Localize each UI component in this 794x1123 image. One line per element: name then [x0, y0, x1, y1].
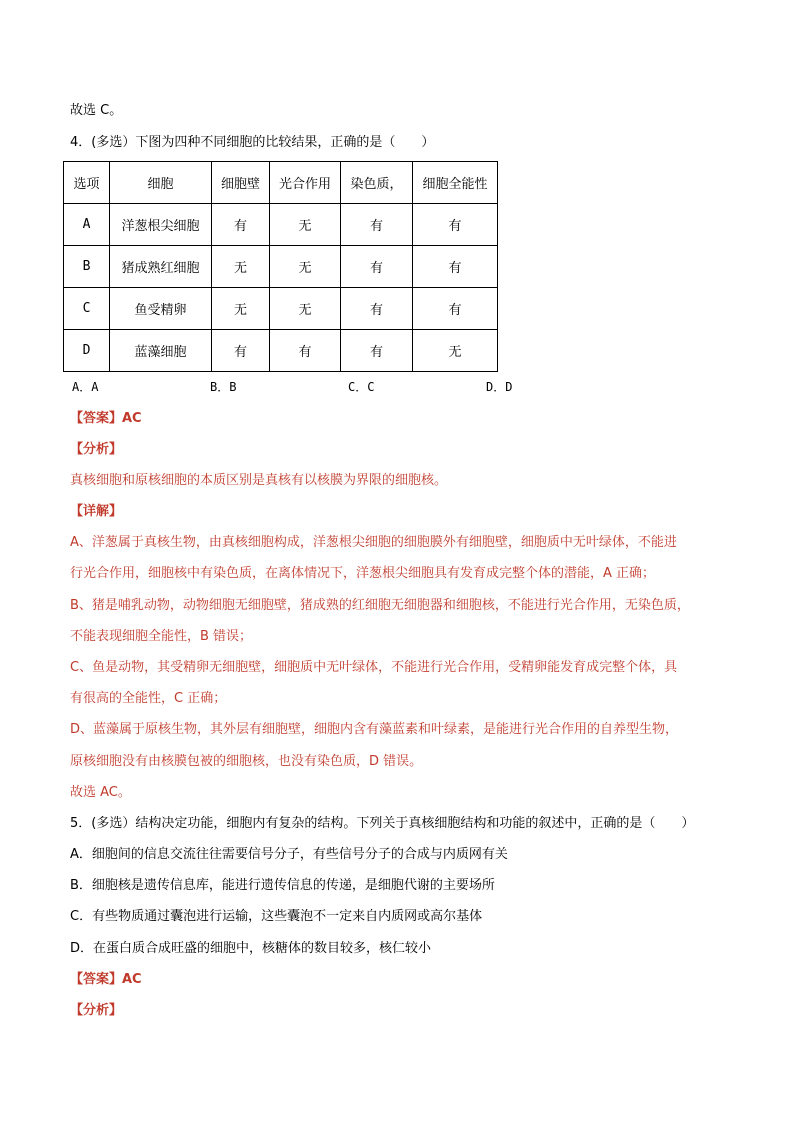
detail-line: 有很高的全能性，C 正确；: [70, 691, 227, 706]
table-header-cell: 选项: [64, 162, 110, 204]
table-cell: 有: [212, 330, 270, 372]
table-cell: 无: [413, 330, 498, 372]
q5-option-c: C．有些物质通过囊泡进行运输，这些囊泡不一定来自内质网或高尔基体: [70, 909, 483, 924]
option-b: B．B: [210, 380, 237, 394]
answer-label: 【答案】AC: [70, 411, 142, 426]
table-cell: 猪成熟红细胞: [110, 246, 212, 288]
previous-conclusion: 故选 C。: [70, 103, 123, 118]
table-header-cell: 染色质，: [341, 162, 413, 204]
detail-line: A、洋葱属于真核生物，由真核细胞构成，洋葱根尖细胞的细胞膜外有细胞壁，细胞质中无叶绿体，不能进: [70, 535, 677, 550]
question-4-stem: 4．(多选）下图为四种不同细胞的比较结果，正确的是（ ）: [70, 135, 435, 150]
table-cell: 有: [413, 246, 498, 288]
table-cell: 无: [270, 288, 341, 330]
table-cell: 有: [212, 204, 270, 246]
analysis-text: 真核细胞和原核细胞的本质区别是真核有以核膜为界限的细胞核。: [70, 473, 448, 488]
table-cell: 无: [270, 246, 341, 288]
q5-analysis-label: 【分析】: [70, 1003, 123, 1018]
table-cell: 鱼受精卵: [110, 288, 212, 330]
table-cell: 有: [341, 330, 413, 372]
table-cell: 有: [270, 330, 341, 372]
table-cell: 无: [212, 288, 270, 330]
table-cell: D: [64, 330, 110, 372]
table-cell: 有: [413, 288, 498, 330]
option-d: D．D: [486, 380, 513, 394]
analysis-label: 【分析】: [70, 442, 123, 457]
q5-option-d: D．在蛋白质合成旺盛的细胞中，核糖体的数目较多，核仁较小: [70, 941, 432, 956]
table-row: [64, 330, 498, 372]
table-row: [64, 288, 498, 330]
table-cell: C: [64, 288, 110, 330]
q5-option-b: B．细胞核是遗传信息库，能进行遗传信息的传递，是细胞代谢的主要场所: [70, 878, 495, 893]
table-header-cell: 光合作用: [270, 162, 341, 204]
table-row: [64, 246, 498, 288]
conclusion: 故选 AC。: [70, 785, 131, 800]
table-row: [64, 204, 498, 246]
detail-line: B、猪是哺乳动物，动物细胞无细胞壁，猪成熟的红细胞无细胞器和细胞核，不能进行光合作用，无染色质，: [70, 598, 690, 613]
table-cell: 蓝藻细胞: [110, 330, 212, 372]
table-cell: A: [64, 204, 110, 246]
table-cell: 有: [341, 288, 413, 330]
detail-line: 原核细胞没有由核膜包被的细胞核，也没有染色质，D 错误。: [70, 754, 423, 769]
table-cell: 有: [341, 204, 413, 246]
table-cell: 有: [341, 246, 413, 288]
table-header-cell: 细胞壁: [212, 162, 270, 204]
q5-option-a: A．细胞间的信息交流往往需要信号分子，有些信号分子的合成与内质网有关: [70, 847, 508, 862]
detail-label: 【详解】: [70, 504, 123, 519]
option-c: C．C: [348, 380, 375, 394]
table-cell: 洋葱根尖细胞: [110, 204, 212, 246]
table-header-cell: 细胞: [110, 162, 212, 204]
table-cell: B: [64, 246, 110, 288]
detail-line: 不能表现细胞全能性，B 错误；: [70, 629, 253, 644]
table-header-row: [64, 162, 498, 204]
question-5-stem: 5．(多选）结构决定功能，细胞内有复杂的结构。下列关于真核细胞结构和功能的叙述中，正确的是（ ）: [70, 816, 695, 831]
q5-answer-label: 【答案】AC: [70, 972, 142, 987]
comparison-table: [63, 161, 498, 372]
detail-line: D、蓝藻属于原核生物，其外层有细胞壁，细胞内含有藻蓝素和叶绿素，是能进行光合作用的自养型生物，: [70, 722, 679, 737]
detail-line: 行光合作用，细胞核中有染色质，在离体情况下，洋葱根尖细胞具有发育成完整个体的潜能，A 正确；: [70, 566, 656, 581]
table-header-cell: 细胞全能性: [413, 162, 498, 204]
table-cell: 无: [270, 204, 341, 246]
detail-line: C、鱼是动物，其受精卵无细胞壁，细胞质中无叶绿体，不能进行光合作用，受精卵能发育成完整个体，具: [70, 660, 678, 675]
table-cell: 无: [212, 246, 270, 288]
table-cell: 有: [413, 204, 498, 246]
option-a: A．A: [72, 380, 99, 394]
